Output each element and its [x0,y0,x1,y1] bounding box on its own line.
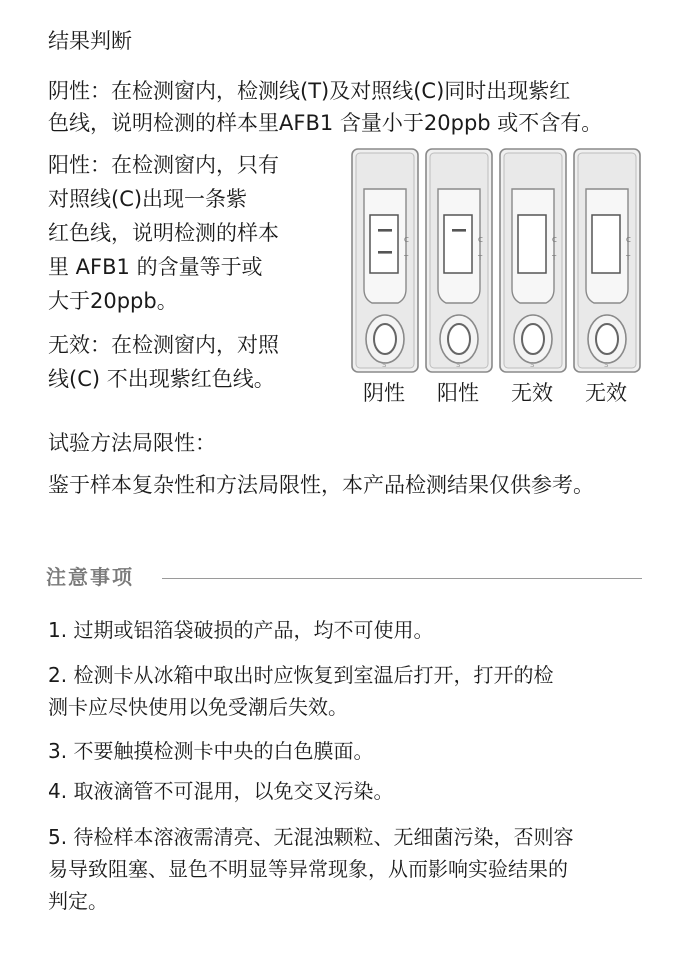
invalid-description-line: 线(C) 不出现紫红色线。 [48,367,275,391]
mark-c: C [404,236,409,244]
note-item-4: 4. 取液滴管不可混用，以免交叉污染。 [48,779,394,803]
test-card-invalid-2 [574,149,640,372]
mark-s: S [382,361,387,369]
test-card-invalid-1 [500,149,566,372]
positive-description-line: 里 AFB1 的含量等于或 [48,255,263,279]
section-divider [162,578,642,579]
limitation-text: 鉴于样本复杂性和方法局限性，本产品检测结果仅供参考。 [48,473,594,497]
mark-t: T [626,254,631,262]
note-item-2-line2: 测卡应尽快使用以免受潮后失效。 [48,695,348,719]
card-label-invalid: 无效 [585,381,627,405]
mark-c: C [478,236,483,244]
note-item-5-line3: 判定。 [48,889,108,913]
invalid-description-line: 无效：在检测窗内，对照 [48,333,279,357]
card-label-invalid: 无效 [511,381,553,405]
negative-description-line2: 色线，说明检测的样本里AFB1 含量小于20ppb 或不含有。 [48,111,603,135]
note-item-2-line1: 2. 检测卡从冰箱中取出时应恢复到室温后打开，打开的检 [48,663,554,687]
positive-description-line: 阳性：在检测窗内，只有 [48,153,279,177]
positive-description-line: 红色线，说明检测的样本 [48,221,279,245]
card-label-negative: 阴性 [363,381,405,405]
mark-s: S [456,361,461,369]
mark-s: S [604,361,609,369]
section-title-limitation: 试验方法局限性： [48,431,216,455]
test-card-negative [352,149,418,372]
note-item-5-line2: 易导致阻塞、显色不明显等异常现象，从而影响实验结果的 [48,857,568,881]
section-title-result: 结果判断 [48,29,132,53]
note-item-5-line1: 5. 待检样本溶液需清亮、无混浊颗粒、无细菌污染，否则容 [48,825,574,849]
positive-description-line: 对照线(C)出现一条紫 [48,187,248,211]
card-label-positive: 阳性 [437,381,479,405]
test-line [378,251,392,254]
test-cards-illustration [350,148,642,373]
control-line [452,229,466,232]
note-item-1: 1. 过期或铝箔袋破损的产品，均不可使用。 [48,618,434,642]
mark-c: C [626,236,631,244]
negative-description-line1: 阴性：在检测窗内，检测线(T)及对照线(C)同时出现紫红 [48,79,571,103]
test-card-positive [426,149,492,372]
control-line [378,229,392,232]
mark-t: T [478,254,483,262]
mark-t: T [404,254,409,262]
mark-t: T [552,254,557,262]
note-item-3: 3. 不要触摸检测卡中央的白色膜面。 [48,739,374,763]
mark-c: C [552,236,557,244]
mark-s: S [530,361,535,369]
positive-description-line: 大于20ppb。 [48,289,178,313]
section-title-notes: 注意事项 [46,565,134,589]
